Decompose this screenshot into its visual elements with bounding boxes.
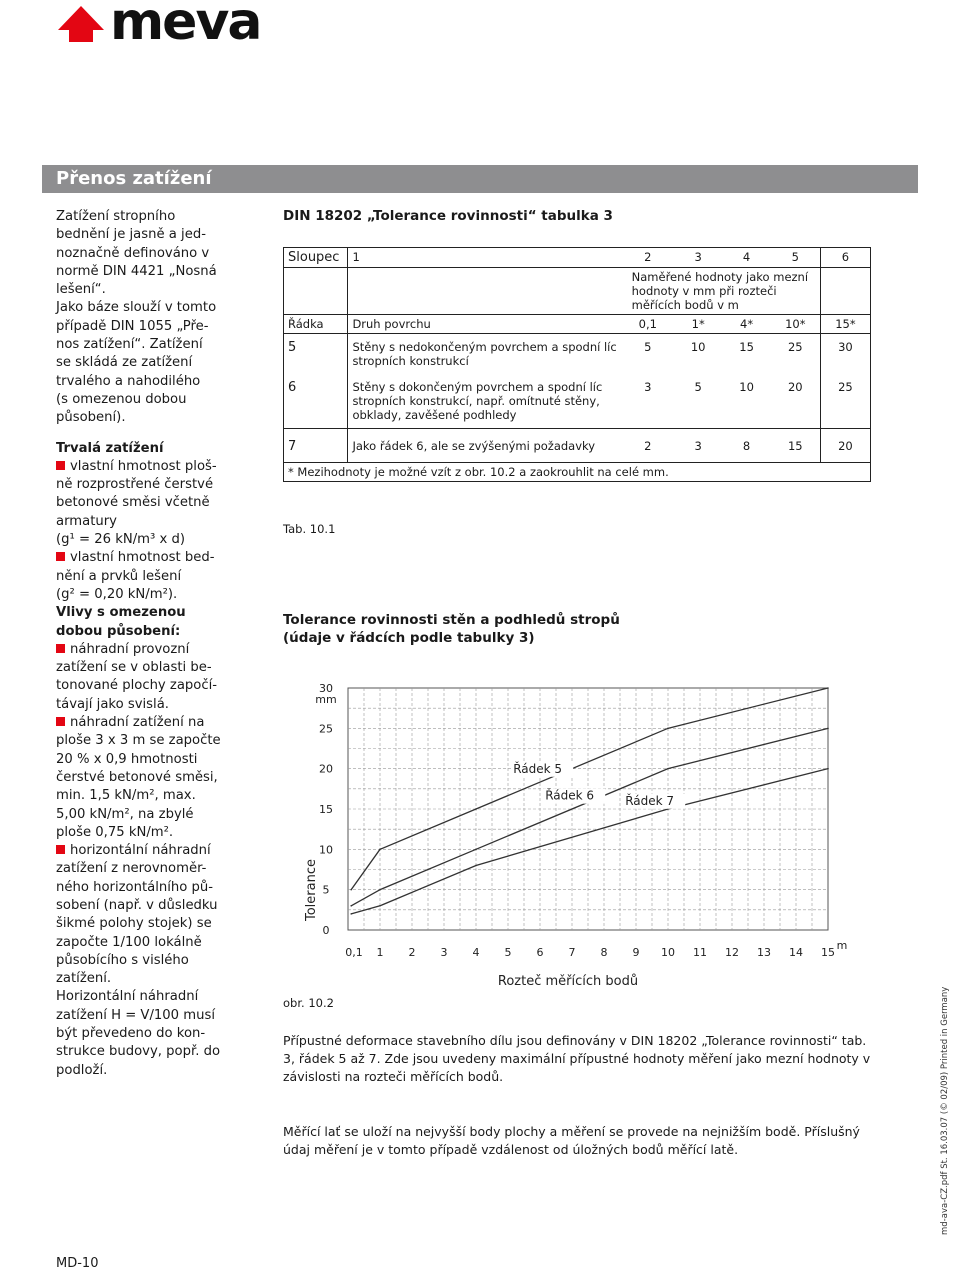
bullet-5 — [56, 842, 256, 988]
series-point — [827, 768, 829, 770]
bullet-5-line: zatížení z nerovnoměr- — [56, 861, 207, 877]
intro-line: trvalého a nahodilého — [56, 373, 201, 389]
bullet-icon — [56, 717, 65, 726]
left-column — [56, 208, 256, 1080]
dist-2: 4* — [740, 317, 754, 331]
bullet-4-line: 5,00 kN/m², na zbylé — [56, 806, 194, 822]
bullet-3-line: zatížení se v oblasti be- — [56, 660, 212, 676]
x-axis-label: Rozteč měřících bodů — [497, 974, 639, 989]
tolerance-chart — [283, 660, 883, 990]
series-point — [827, 728, 829, 730]
bullet-4-line: ploše 3 x 3 m se započte — [56, 733, 221, 749]
row-number: 5 — [284, 334, 348, 375]
row-number: 6 — [284, 374, 348, 429]
series-point — [667, 728, 669, 730]
intro-line: (s omezenou dobou — [56, 391, 187, 407]
tail-line: být převedeno do kon- — [56, 1026, 206, 1042]
tail-text — [56, 988, 256, 1079]
x-tick-label: 7 — [568, 946, 576, 959]
col-2: 2 — [644, 250, 652, 264]
series-point — [379, 905, 381, 907]
col-5: 5 — [791, 250, 799, 264]
bullet-icon — [56, 644, 65, 653]
table-row — [284, 334, 871, 375]
intro-line: působení). — [56, 410, 126, 426]
table-caption: Tab. 10.1 — [283, 522, 336, 536]
series-point — [475, 865, 477, 867]
x-tick-label: 11 — [693, 946, 707, 959]
row-value: 3 — [694, 439, 702, 453]
intro-line: normě DIN 4421 „Nosná — [56, 263, 217, 279]
bullet-5-line: sobení (např. v důsledku — [56, 897, 218, 913]
bullet-3-line: tonované plochy započí- — [56, 678, 218, 694]
bullet-3 — [56, 641, 256, 714]
dist-1: 1* — [691, 317, 705, 331]
bullet-5-line: započte 1/100 lokálně — [56, 934, 202, 950]
intro-line: noznačně definováno v — [56, 245, 210, 261]
logo-text: meva — [110, 0, 261, 52]
row-value: 15 — [739, 340, 754, 354]
table-row — [284, 429, 871, 463]
tolerance-table — [283, 247, 871, 482]
bullet-2 — [56, 549, 256, 586]
bullet-1-line: armatury — [56, 513, 117, 529]
heading-temporary-a: Vlivy s omezenou — [56, 605, 186, 621]
col-3: 3 — [694, 250, 702, 264]
series-point — [379, 889, 381, 891]
row-header-label: Řádka — [284, 315, 348, 334]
row-description: Jako řádek 6, ale se zvýšenými požadavky — [352, 439, 596, 453]
row-value: 20 — [787, 380, 803, 394]
series-point — [475, 808, 477, 810]
bullet-icon — [56, 461, 65, 470]
intro-line: bednění je jasně a jed- — [56, 227, 206, 243]
x-tick-label: 4 — [472, 946, 480, 959]
bullet-icon — [56, 845, 65, 854]
meva-logo — [58, 0, 261, 52]
bullet-2-line: nění a prvků lešení — [56, 568, 182, 584]
x-tick-label: 15 — [821, 946, 835, 959]
row-value: 5 — [694, 380, 702, 394]
section-title-bar — [42, 165, 918, 193]
row-value: 25 — [820, 374, 870, 429]
side-note-text: md-ava-CZ.pdf St. 16.03.07 (© 02/09) Printed in Germany — [940, 986, 950, 1235]
bullet-3-line: távají jako svislá. — [56, 696, 169, 712]
paragraph-1: Přípustné deformace stavebního dílu jsou definovány v DIN 18202 „Tolerance rovinnosti“ tab. 3, řádek 5 až 7. Zde jsou uvedeny maximální přípustné hodnoty měření jako mezní hodnoty v závislosti na rozteči měřících bodů. — [283, 1033, 871, 1084]
row-value: 8 — [742, 439, 751, 453]
figure-caption: obr. 10.2 — [283, 996, 334, 1010]
bullet-4-line: 20 % x 0,9 hmotnosti — [56, 751, 198, 767]
x-tick-label: 14 — [789, 946, 803, 959]
series-line — [351, 728, 828, 905]
col-1: 1 — [352, 250, 360, 264]
bullet-5-line: působícího s vislého — [56, 952, 189, 968]
x-tick-label: 10 — [661, 946, 675, 959]
y-tick-label: 15 — [319, 803, 333, 816]
row-value: 30 — [820, 334, 870, 375]
bullet-4 — [56, 714, 256, 842]
series-point — [379, 849, 381, 851]
bullet-4-line: ploše 0,75 kN/m². — [56, 824, 174, 840]
bullet-5-line: ného horizontálního pů- — [56, 879, 213, 895]
row-value: 5 — [644, 340, 652, 354]
x-tick-label: 9 — [632, 946, 640, 959]
x-tick-label: 5 — [504, 946, 512, 959]
bullet-2-line: vlastní hmotnost bed- — [70, 550, 215, 566]
y-unit-label: mm — [315, 693, 337, 706]
tail-line: Horizontální náhradní — [56, 989, 199, 1005]
chart-heading-line-2: (údaje v řádcích podle tabulky 3) — [283, 630, 535, 646]
intro-line: lešení“. — [56, 282, 106, 298]
x-tick-label: 8 — [600, 946, 608, 959]
dist-0: 0,1 — [638, 317, 657, 331]
x-tick-label: 13 — [757, 946, 771, 959]
x-tick-label: 1 — [376, 946, 384, 959]
formula-g2: (g² = 0,20 kN/m²). — [56, 586, 178, 602]
bullet-3-line: náhradní provozní — [70, 641, 190, 657]
row-value: 10 — [690, 340, 706, 354]
table-heading: DIN 18202 „Tolerance rovinnosti“ tabulka 3 — [283, 208, 613, 224]
bullet-5-line: horizontální náhradní — [70, 843, 211, 859]
series-point — [350, 889, 352, 891]
y-tick-label: 5 — [322, 883, 330, 897]
chart-heading — [283, 611, 620, 647]
row-value: 15 — [787, 439, 803, 453]
bullet-5-line: šikmé polohy stojek) se — [56, 916, 212, 932]
bullet-4-line: náhradní zatížení na — [70, 715, 205, 731]
y-tick-label: 30 — [319, 682, 333, 695]
formula-g1: (g¹ = 26 kN/m³ x d) — [56, 532, 185, 548]
side-note — [934, 986, 956, 1240]
dist-4: 15* — [820, 315, 870, 334]
intro-line: případě DIN 1055 „Pře- — [56, 318, 209, 334]
series-label: Řádek 6 — [545, 788, 595, 803]
table-footnote: * Mezihodnoty je možné vzít z obr. 10.2 a zaokrouhlit na celé mm. — [288, 465, 669, 479]
paragraph-2: Měřící lať se uloží na nejvyšší body plochy a měření se provede na nejnižším bodě. Příslušný údaj měření je v tomto případě vzdálenost od úložných bodů měřící latě. — [283, 1124, 860, 1157]
row-value: 3 — [644, 380, 652, 394]
house-logo-icon — [58, 6, 104, 42]
table-row — [284, 374, 871, 429]
heading-temporary-b: dobou působení: — [56, 623, 181, 639]
row-value: 10 — [739, 380, 754, 394]
bullet-1-line: vlastní hmotnost ploš- — [70, 458, 217, 474]
series-point — [350, 905, 352, 907]
series-point — [350, 913, 352, 915]
intro-text — [56, 208, 256, 428]
y-tick-label: 25 — [319, 722, 333, 736]
bullet-4-line: čerstvé betonové směsi, — [56, 769, 218, 785]
surface-type-label: Druh povrchu — [352, 317, 431, 331]
row-value: 25 — [787, 340, 803, 354]
series-point — [475, 849, 477, 851]
series-label: Řádek 7 — [625, 793, 675, 808]
y-tick-label: 0 — [322, 924, 330, 937]
y-tick-label: 20 — [319, 762, 333, 776]
row-value: 2 — [644, 439, 652, 453]
bullet-5-line: zatížení. — [56, 971, 112, 987]
x-tick-label: 0,1 — [345, 946, 363, 959]
intro-line: nos zatížení“. Zatížení — [56, 337, 203, 353]
bullet-1-line: betonové směsi včetně — [56, 495, 210, 511]
chart-heading-line-1: Tolerance rovinnosti stěn a podhledů stropů — [283, 612, 620, 628]
bullet-4-line: min. 1,5 kN/m², max. — [56, 788, 196, 804]
bullet-icon — [56, 552, 65, 561]
col-6: 6 — [820, 248, 870, 268]
measured-note: Naměřené hodnoty jako mezní hodnoty v mm při rozteči měřících bodů v m — [631, 270, 809, 312]
tail-line: strukce budovy, popř. do — [56, 1044, 221, 1060]
row-description: Stěny s nedokončeným povrchem a spodní líc stropních konstrukcí — [352, 340, 617, 368]
series-point — [667, 768, 669, 770]
tail-line: podloží. — [56, 1062, 108, 1078]
row-description: Stěny s dokončeným povrchem a spodní líc stropních konstrukcí, např. omítnuté stěny, obklady, zavěšené podhledy — [352, 380, 603, 422]
x-tick-label: 3 — [440, 946, 448, 959]
bullet-1-line: ně rozprostřené čerstvé — [56, 477, 214, 493]
x-tick-label: 12 — [725, 946, 739, 959]
col-header-label: Sloupec — [284, 248, 348, 268]
y-tick-label: 10 — [319, 843, 333, 857]
col-4: 4 — [742, 250, 751, 264]
tail-line: zatížení H = V/100 musí — [56, 1007, 216, 1023]
intro-line: Zatížení stropního — [56, 209, 176, 224]
intro-line: Jako báze slouží v tomto — [56, 300, 217, 316]
row-number: 7 — [284, 429, 348, 463]
x-unit-label: m — [836, 939, 848, 952]
dist-3: 10* — [785, 317, 806, 331]
series-point — [827, 687, 829, 689]
bullet-1 — [56, 458, 256, 531]
x-tick-label: 2 — [408, 946, 416, 959]
series-label: Řádek 5 — [513, 761, 563, 776]
y-axis-label: Tolerance — [304, 859, 319, 921]
intro-line: se skládá ze zatížení — [56, 355, 193, 371]
page-title: Přenos zatížení — [56, 168, 212, 189]
x-tick-label: 6 — [536, 946, 544, 959]
heading-permanent-loads: Trvalá zatížení — [56, 440, 164, 456]
page-number: MD-10 — [56, 1256, 99, 1271]
row-value: 20 — [820, 429, 870, 463]
